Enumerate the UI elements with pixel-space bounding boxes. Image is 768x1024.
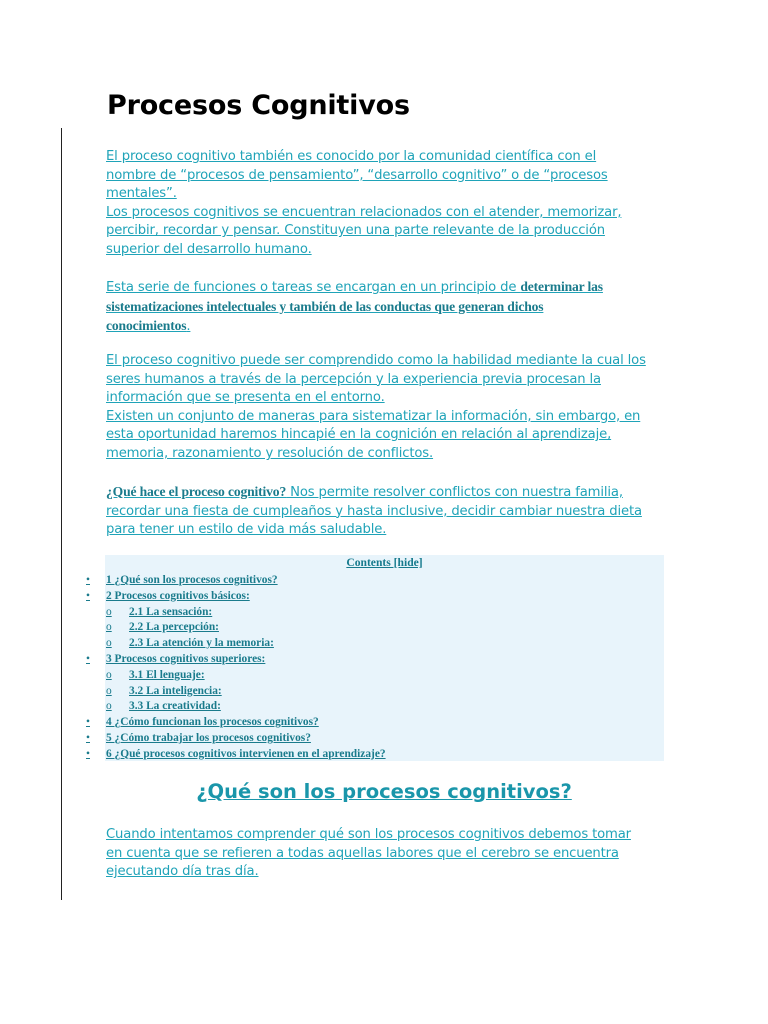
definition-line-1: El proceso cognitivo puede ser comprendido como la habilidad mediante la cual los: [106, 353, 646, 368]
circle-marker: o: [106, 684, 112, 697]
functions-bold-3: conocimientos: [106, 318, 187, 334]
bullet-marker: •: [86, 589, 90, 602]
toc-link[interactable]: 4 ¿Cómo funcionan los procesos cognitivos?: [106, 716, 319, 729]
toc-link[interactable]: 2 Procesos cognitivos básicos:: [106, 589, 250, 602]
toc-header-link[interactable]: Contents [hide]: [346, 556, 423, 569]
bullet-marker: •: [86, 574, 90, 586]
functions-bold-2: sistematizaciones intelectuales y también de las conductas que generan dichos: [106, 298, 544, 314]
definition-paragraph[interactable]: [106, 352, 666, 464]
intro-line-4: Los procesos cognitivos se encuentran relacionados con el atender, memorizar,: [106, 204, 622, 220]
purpose-line-3: para tener un estilo de vida más saludable.: [106, 522, 387, 538]
intro-line-1: El proceso cognitivo también es conocido por la comunidad científica con el: [106, 149, 597, 164]
purpose-question: ¿Qué hace el proceso cognitivo?: [106, 484, 287, 499]
circle-marker: o: [106, 668, 112, 681]
bullet-marker: •: [86, 731, 90, 744]
functions-paragraph[interactable]: [106, 278, 666, 337]
definition-line-4: Existen un conjunto de maneras para sistematizar la información, sin embargo, en: [106, 408, 641, 424]
circle-marker: o: [106, 621, 112, 634]
section-line-1: Cuando intentamos comprender qué son los procesos cognitivos debemos tomar: [106, 827, 631, 842]
definition-line-3: información que se presenta en el entorno.: [106, 390, 385, 406]
functions-lead: Esta serie de funciones o tareas se encargan en un principio de: [106, 280, 521, 295]
circle-marker: o: [106, 637, 112, 650]
functions-bold-1: determinar las: [520, 279, 603, 294]
toc-link[interactable]: 5 ¿Cómo trabajar los procesos cognitivos?: [106, 731, 311, 744]
bullet-marker: •: [86, 747, 90, 760]
toc-link[interactable]: 3.1 El lenguaje:: [129, 668, 205, 681]
section-heading[interactable]: ¿Qué son los procesos cognitivos?: [196, 780, 572, 803]
section-line-3: ejecutando día tras día.: [106, 864, 259, 880]
definition-line-5: esta oportunidad haremos hincapié en la cognición en relación al aprendizaje,: [106, 427, 612, 443]
toc-link[interactable]: 3.3 La creatividad:: [129, 700, 221, 713]
purpose-line-1: Nos permite resolver conflictos con nuestra familia,: [286, 485, 623, 500]
toc-link[interactable]: 2.2 La percepción:: [129, 621, 219, 634]
toc-link[interactable]: 2.1 La sensación:: [129, 605, 213, 618]
bullet-marker: •: [86, 716, 90, 729]
intro-line-6: superior del desarrollo humano.: [106, 241, 312, 257]
purpose-paragraph[interactable]: [106, 483, 666, 540]
toc-link[interactable]: 3.2 La inteligencia:: [129, 684, 222, 697]
intro-paragraph[interactable]: [106, 148, 666, 260]
toc-link[interactable]: 1 ¿Qué son los procesos cognitivos?: [106, 574, 278, 586]
bullet-marker: •: [86, 652, 90, 665]
definition-line-6: memoria, razonamiento y resolución de conflictos.: [106, 445, 434, 461]
functions-end: .: [186, 319, 191, 335]
toc-link[interactable]: 2.3 La atención y la memoria:: [129, 637, 274, 650]
circle-marker: o: [106, 605, 112, 618]
page-title: Procesos Cognitivos: [107, 90, 410, 121]
section-line-2: en cuenta que se refieren a todas aquellas labores que el cerebro se encuentra: [106, 845, 619, 861]
intro-line-2: nombre de “procesos de pensamiento”, “desarrollo cognitivo” o de “procesos: [106, 167, 608, 183]
intro-line-5: percibir, recordar y pensar. Constituyen una parte relevante de la producción: [106, 223, 605, 239]
purpose-line-2: recordar una fiesta de cumpleaños y hasta inclusive, decidir cambiar nuestra dieta: [106, 503, 642, 519]
intro-line-3: mentales”.: [106, 186, 177, 202]
section-paragraph[interactable]: [106, 826, 666, 882]
toc-link[interactable]: 3 Procesos cognitivos superiores:: [106, 652, 266, 665]
toc-link[interactable]: 6 ¿Qué procesos cognitivos intervienen en el aprendizaje?: [106, 747, 386, 760]
circle-marker: o: [106, 700, 112, 713]
definition-line-2: seres humanos a través de la percepción y la experiencia previa procesan la: [106, 371, 601, 387]
